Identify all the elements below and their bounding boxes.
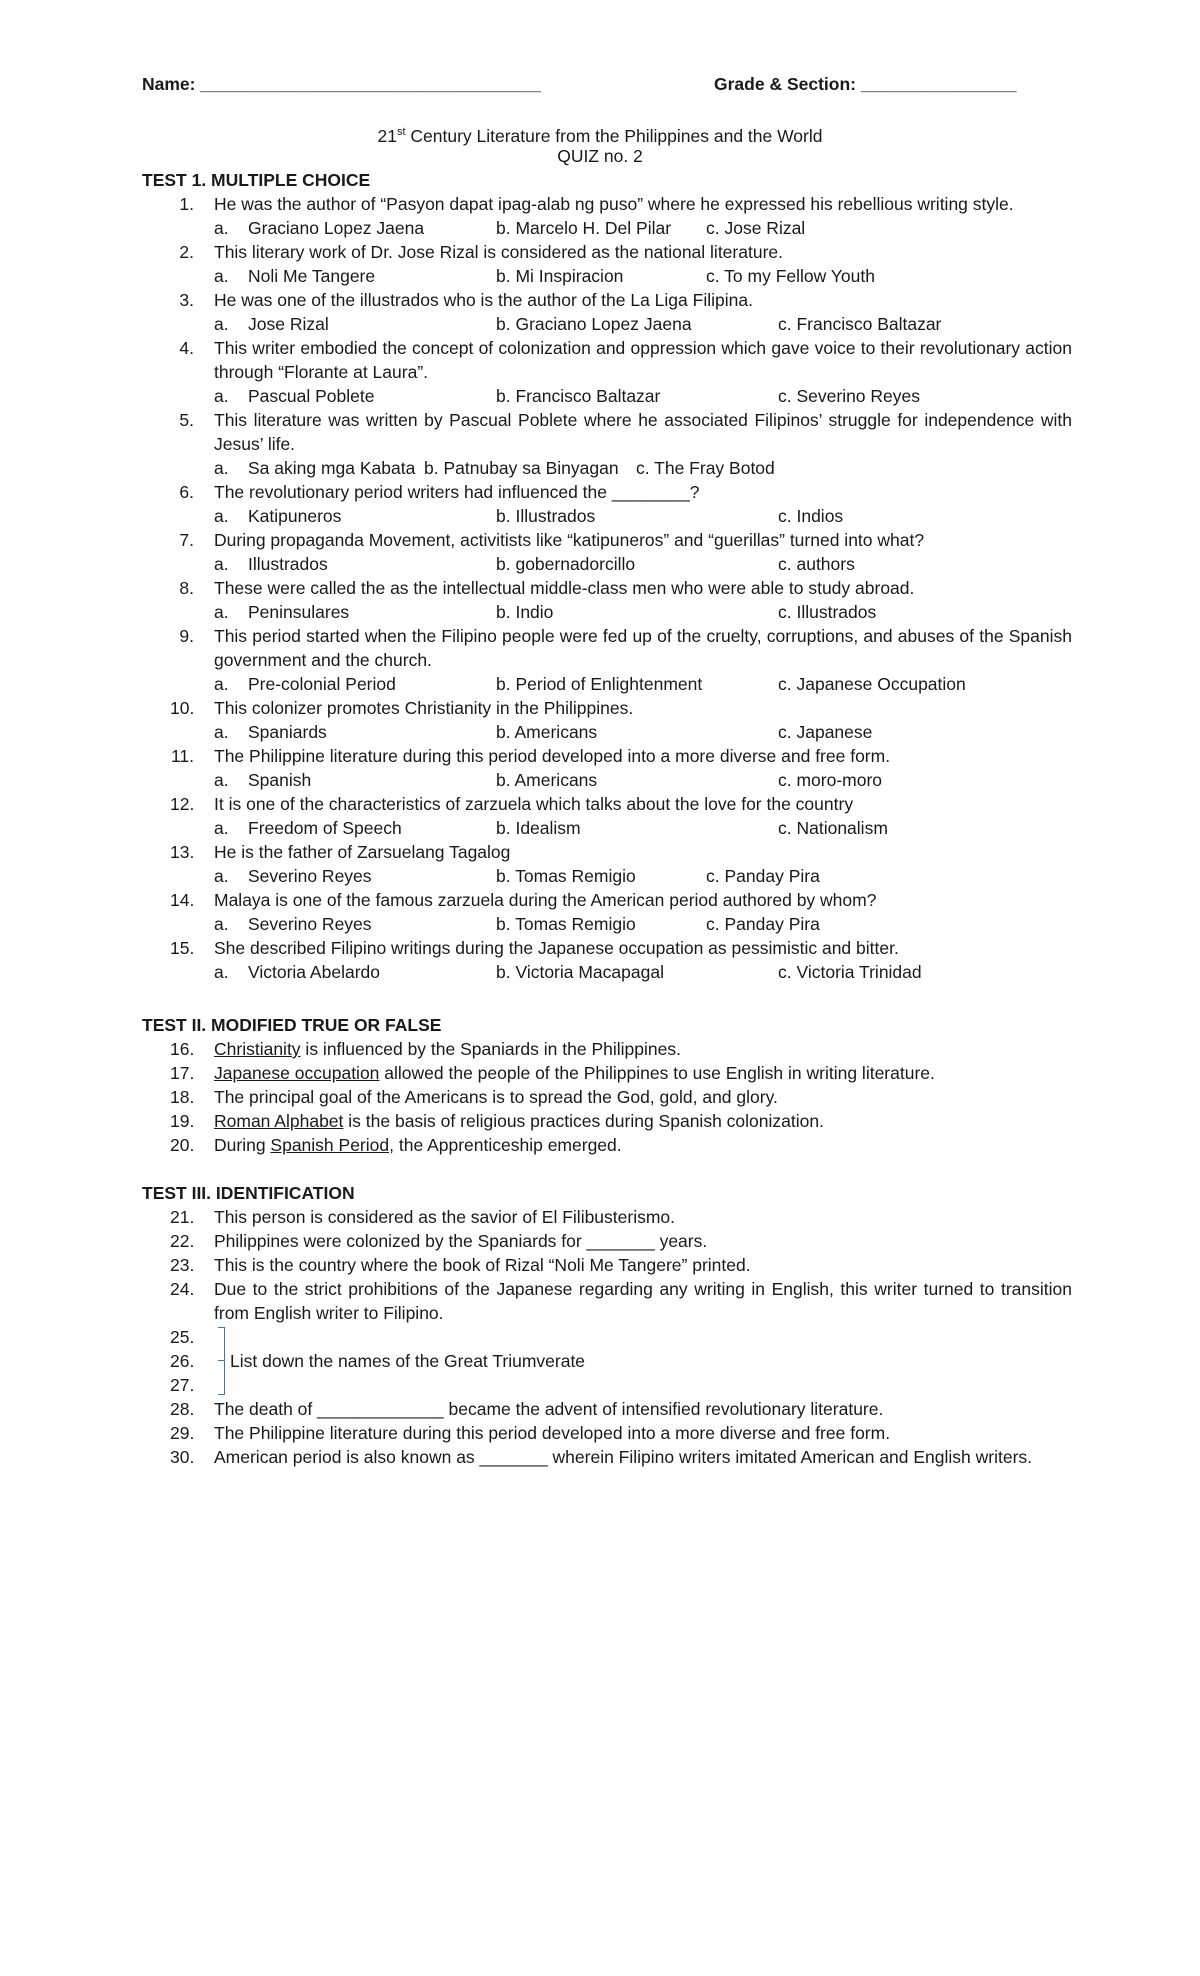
option-b[interactable]: b. Tomas Remigio	[496, 866, 636, 886]
question-number: 5.	[179, 410, 194, 430]
option-b[interactable]: b. Mi Inspiracion	[496, 266, 624, 286]
question-text: Philippines were colonized by the Spaniards for _______ years.	[214, 1231, 708, 1251]
option-c[interactable]: c. Victoria Trinidad	[778, 962, 922, 982]
option-c[interactable]: c. To my Fellow Youth	[706, 266, 875, 286]
triumvirate-label: List down the names of the Great Triumverate	[230, 1351, 586, 1371]
question-number: 11.	[170, 746, 194, 766]
option-c[interactable]: c. authors	[778, 554, 855, 574]
option-c[interactable]: c. moro-moro	[778, 770, 883, 790]
title-number: 21	[377, 125, 397, 146]
triumvirate-bracket	[218, 1327, 225, 1395]
grade-section-label: Grade & Section:	[714, 74, 856, 94]
quiz-number: QUIZ no. 2	[557, 146, 643, 166]
option-a-letter: a.	[214, 386, 229, 406]
question-number: 2.	[179, 242, 194, 262]
option-b[interactable]: b. Marcelo H. Del Pilar	[496, 218, 672, 238]
question-text: It is one of the characteristics of zarzuela which talks about the love for the country	[214, 794, 854, 814]
question-number: 3.	[179, 290, 194, 310]
option-a-letter: a.	[214, 506, 229, 526]
option-a[interactable]: Sa aking mga Kabata	[248, 458, 416, 478]
option-b[interactable]: b. Illustrados	[496, 506, 596, 526]
statement-segment: allowed the people of the Philippines to use English in writing literature.	[379, 1063, 935, 1083]
question-number: 22.	[170, 1231, 195, 1251]
option-b[interactable]: b. Tomas Remigio	[496, 914, 636, 934]
option-c[interactable]: c. Panday Pira	[706, 866, 820, 886]
name-field	[142, 72, 541, 96]
question-number: 16.	[170, 1039, 195, 1059]
question-text: Due to the strict prohibitions of the Japanese regarding any writing in English, this writer turned to transition from English writer to Filipino.	[214, 1279, 1072, 1323]
option-c[interactable]: c. The Fray Botod	[636, 458, 775, 478]
statement-text	[214, 1109, 1072, 1133]
option-a-letter: a.	[214, 554, 229, 574]
grade-section-blank: ________________	[860, 74, 1017, 94]
underlined-term: Christianity	[214, 1039, 301, 1059]
statement-segment: , the Apprenticeship emerged.	[389, 1135, 622, 1155]
triumvirate-bracket-tick	[218, 1360, 224, 1361]
statement-text	[214, 1085, 1072, 1109]
option-b[interactable]: b. Francisco Baltazar	[496, 386, 661, 406]
option-a[interactable]: Severino Reyes	[248, 866, 372, 886]
question-text: The Philippine literature during this period developed into a more diverse and free form.	[214, 746, 891, 766]
title-ordinal: st	[396, 126, 406, 138]
option-b[interactable]: b. Graciano Lopez Jaena	[496, 314, 692, 334]
statement-text	[214, 1037, 1072, 1061]
question-number: 7.	[179, 530, 194, 550]
option-b[interactable]: b. Idealism	[496, 818, 581, 838]
option-c[interactable]: c. Panday Pira	[706, 914, 820, 934]
question-number: 21.	[170, 1207, 195, 1227]
option-a-letter: a.	[214, 602, 229, 622]
question-text: He was one of the illustrados who is the author of the La Liga Filipina.	[214, 290, 753, 310]
question-number: 30.	[170, 1447, 195, 1467]
question-text: The revolutionary period writers had influenced the ________?	[214, 482, 700, 502]
question-number: 26.	[170, 1351, 195, 1371]
test1-heading: TEST 1. MULTIPLE CHOICE	[142, 170, 371, 190]
underlined-term: Spanish Period	[270, 1135, 390, 1155]
question-number: 1.	[179, 194, 194, 214]
option-a[interactable]: Freedom of Speech	[248, 818, 402, 838]
question-text: Malaya is one of the famous zarzuela during the American period authored by whom?	[214, 890, 877, 910]
question-number: 27.	[170, 1375, 195, 1395]
statement-segment: The principal goal of the Americans is to spread the God, gold, and glory.	[214, 1087, 778, 1107]
underlined-term: Roman Alphabet	[214, 1111, 344, 1131]
question-text: This person is considered as the savior of El Filibusterismo.	[214, 1207, 676, 1227]
name-blank: ___________________________________	[200, 74, 542, 94]
question-text: During propaganda Movement, activitists like “katipuneros” and “guerillas” turned into what?	[214, 530, 925, 550]
statement-text	[214, 1061, 1072, 1085]
option-c[interactable]: c. Japanese Occupation	[778, 674, 966, 694]
option-a[interactable]: Jose Rizal	[248, 314, 329, 334]
question-number: 6.	[179, 482, 194, 502]
option-b[interactable]: b. gobernadorcillo	[496, 554, 636, 574]
question-text: This literary work of Dr. Jose Rizal is considered as the national literature.	[214, 242, 783, 262]
question-number: 17.	[170, 1063, 195, 1083]
option-c[interactable]: c. Jose Rizal	[706, 218, 806, 238]
option-a[interactable]: Illustrados	[248, 554, 328, 574]
option-a[interactable]: Noli Me Tangere	[248, 266, 376, 286]
statement-segment: During	[214, 1135, 271, 1155]
question-number: 28.	[170, 1399, 195, 1419]
question-text: This is the country where the book of Rizal “Noli Me Tangere” printed.	[214, 1255, 751, 1275]
question-text: This literature was written by Pascual Poblete where he associated Filipinos’ struggle for independence with Jesus’ life.	[214, 410, 1072, 454]
option-b[interactable]: b. Victoria Macapagal	[496, 962, 664, 982]
question-number: 10.	[170, 698, 195, 718]
question-number: 24.	[170, 1279, 195, 1299]
question-number: 13.	[170, 842, 195, 862]
question-text: The Philippine literature during this period developed into a more diverse and free form.	[214, 1423, 891, 1443]
question-number: 9.	[179, 626, 194, 646]
option-b[interactable]: b. Patnubay sa Binyagan	[424, 458, 619, 478]
option-a[interactable]: Pre-colonial Period	[248, 674, 396, 694]
question-number: 15.	[170, 938, 195, 958]
option-a-letter: a.	[214, 962, 229, 982]
statement-segment: is influenced by the Spaniards in the Philippines.	[300, 1039, 681, 1059]
option-a-letter: a.	[214, 458, 229, 478]
test3-heading: TEST III. IDENTIFICATION	[142, 1183, 355, 1203]
option-b[interactable]: b. Americans	[496, 722, 598, 742]
option-a[interactable]: Pascual Poblete	[248, 386, 375, 406]
option-c[interactable]: c. Francisco Baltazar	[778, 314, 942, 334]
statement-segment: is the basis of religious practices during Spanish colonization.	[343, 1111, 824, 1131]
question-text: This colonizer promotes Christianity in the Philippines.	[214, 698, 634, 718]
question-text: This period started when the Filipino people were fed up of the cruelty, corruptions, and abuses of the Spanish government and the church.	[214, 626, 1072, 670]
question-number: 20.	[170, 1135, 195, 1155]
option-a[interactable]: Victoria Abelardo	[248, 962, 380, 982]
option-a-letter: a.	[214, 866, 229, 886]
grade-section-field	[714, 72, 1017, 96]
option-a[interactable]: Peninsulares	[248, 602, 350, 622]
option-c[interactable]: c. Indios	[778, 506, 844, 526]
question-number: 12.	[170, 794, 195, 814]
option-a[interactable]: Spaniards	[248, 722, 327, 742]
option-a-letter: a.	[214, 674, 229, 694]
option-b[interactable]: b. Period of Enlightenment	[496, 674, 703, 694]
question-text: He is the father of Zarsuelang Tagalog	[214, 842, 511, 862]
option-a-letter: a.	[214, 818, 229, 838]
question-number: 18.	[170, 1087, 195, 1107]
question-text: He was the author of “Pasyon dapat ipag-alab ng puso” where he expressed his rebellious writing style.	[214, 194, 1014, 214]
test2-heading: TEST II. MODIFIED TRUE OR FALSE	[142, 1015, 442, 1035]
option-a-letter: a.	[214, 314, 229, 334]
option-a[interactable]: Katipuneros	[248, 506, 342, 526]
option-c[interactable]: c. Illustrados	[778, 602, 877, 622]
option-c[interactable]: c. Severino Reyes	[778, 386, 921, 406]
option-a[interactable]: Spanish	[248, 770, 312, 790]
option-a-letter: a.	[214, 770, 229, 790]
question-text: American period is also known as _______ wherein Filipino writers imitated American and English writers.	[214, 1447, 1033, 1467]
option-a[interactable]: Graciano Lopez Jaena	[248, 218, 425, 238]
statement-text	[214, 1133, 1072, 1157]
question-text: This writer embodied the concept of colonization and oppression which gave voice to their revolutionary action through “Florante at Laura”.	[214, 338, 1072, 382]
question-text: She described Filipino writings during the Japanese occupation as pessimistic and bitter.	[214, 938, 899, 958]
question-number: 8.	[179, 578, 194, 598]
option-a[interactable]: Severino Reyes	[248, 914, 372, 934]
name-label: Name:	[142, 74, 196, 94]
question-text: These were called the as the intellectual middle-class men who were able to study abroad.	[214, 578, 915, 598]
question-text: The death of _____________ became the advent of intensified revolutionary literature.	[214, 1399, 884, 1419]
question-number: 19.	[170, 1111, 195, 1131]
option-b[interactable]: b. Americans	[496, 770, 598, 790]
title-text: Century Literature from the Philippines and the World	[405, 125, 823, 146]
question-number: 14.	[170, 890, 195, 910]
question-number: 4.	[179, 338, 194, 358]
option-b[interactable]: b. Indio	[496, 602, 554, 622]
underlined-term: Japanese occupation	[214, 1063, 380, 1083]
option-a-letter: a.	[214, 914, 229, 934]
option-a-letter: a.	[214, 218, 229, 238]
option-a-letter: a.	[214, 722, 229, 742]
option-c[interactable]: c. Japanese	[778, 722, 873, 742]
question-number: 23.	[170, 1255, 195, 1275]
option-a-letter: a.	[214, 266, 229, 286]
question-number: 25.	[170, 1327, 195, 1347]
option-c[interactable]: c. Nationalism	[778, 818, 888, 838]
question-number: 29.	[170, 1423, 195, 1443]
